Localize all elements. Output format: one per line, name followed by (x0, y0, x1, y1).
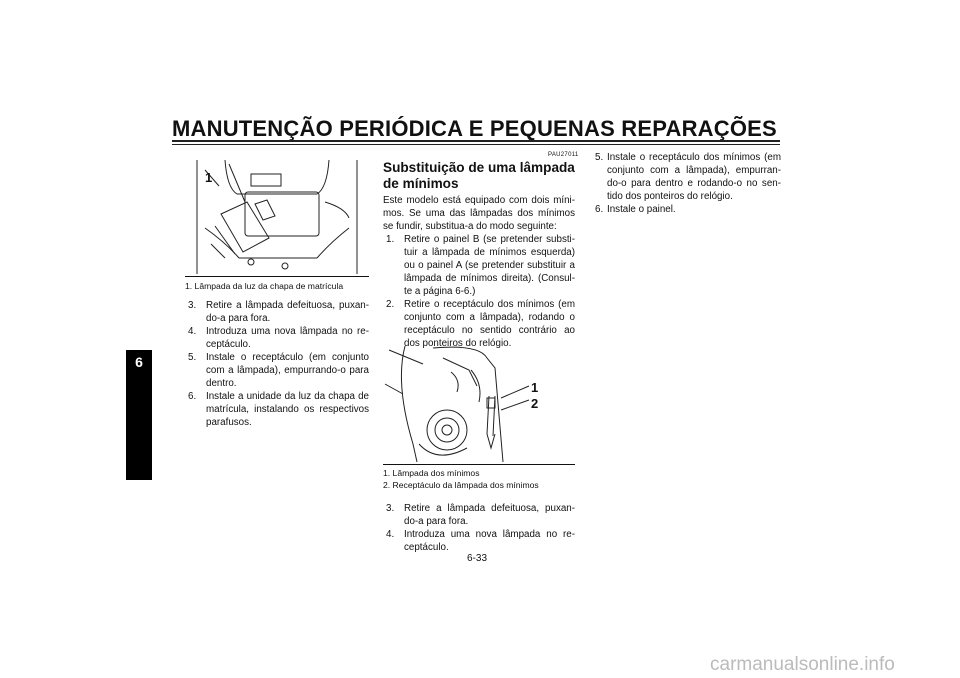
license-plate-light-illustration (185, 158, 369, 276)
intro-paragraph: Este modelo está equipado com dois míni-mos. Se uma das lâmpadas dos mínimos se fundir, substitua-a do modo seguinte: (383, 195, 575, 232)
step-number: 1. (386, 234, 395, 245)
list-item (383, 233, 575, 298)
list-item (383, 502, 575, 528)
step-text: Introduza uma nova lâmpada no re-ceptáculo. (206, 326, 369, 350)
step-text: Instale o receptáculo (em conjunto com a lâmpada), empurrando-o para dentro. (206, 352, 369, 389)
step-text: Introduza uma nova lâmpada no re-ceptáculo. (404, 529, 575, 553)
step-text: Instale a unidade da luz da chapa de matrícula, instalando os respectivos parafusos. (206, 391, 369, 428)
list-item (185, 390, 369, 429)
list-item (185, 299, 369, 325)
figure-caption-1: 1. Lâmpada dos mínimos (383, 468, 480, 478)
page-number: 6-33 (467, 553, 488, 564)
step-text: Retire a lâmpada defeituosa, puxan-do-a para fora. (206, 300, 369, 324)
title-rule-thin (172, 144, 780, 145)
figure-callout-2: 2 (531, 396, 539, 411)
left-steps (185, 299, 369, 429)
step-text: Retire o painel B (se pretender substi-tuir a lâmpada de mínimos esquerda) ou o painel A (se pretender substituir a lâmpada de mínimos direita). (Consul-te a página 6-6.) (404, 234, 575, 297)
title-rule (172, 140, 780, 142)
step-number: 3. (386, 503, 395, 514)
list-item (185, 351, 369, 390)
step-text: Instale o receptáculo dos mínimos (em conjunto com a lâmpada), empurran-do-o para dentro e rodando-o no sen-tido dos ponteiros do relógio. (607, 152, 781, 202)
step-number: 3. (188, 300, 197, 311)
step-text: Instale o painel. (607, 204, 676, 215)
step-number: 4. (188, 326, 197, 337)
chapter-tab: 6 (126, 350, 152, 480)
middle-text (383, 194, 575, 350)
figure-callout-1: 1 (205, 170, 213, 185)
section-heading: Substituição de uma lâmpada de mínimos (383, 160, 575, 191)
figure-callout-1: 1 (531, 380, 539, 395)
list-item (383, 528, 575, 554)
step-text: Retire a lâmpada defeituosa, puxan-do-a para fora. (404, 503, 575, 527)
list-item (595, 203, 781, 216)
step-number: 4. (386, 529, 395, 540)
page-title: MANUTENÇÃO PERIÓDICA E PEQUENAS REPARAÇÕES (172, 116, 777, 141)
position-lamp-illustration (383, 344, 575, 464)
step-number: 6. (188, 391, 197, 402)
step-number: 2. (386, 299, 395, 310)
license-plate-light-figure (185, 158, 369, 277)
position-lamp-figure (383, 344, 575, 465)
step-text: Retire o receptáculo dos mínimos (em conjunto com a lâmpada), rodando o receptáculo no sentido contrário ao dos ponteiros do relógio. (404, 299, 575, 349)
step-number: 6. (595, 204, 604, 215)
list-item (383, 298, 575, 350)
middle-steps-continued (383, 502, 575, 554)
step-number: 5. (188, 352, 197, 363)
list-item (185, 325, 369, 351)
figure-caption-2: 2. Receptáculo da lâmpada dos mínimos (383, 480, 539, 490)
step-number: 5. (595, 152, 604, 163)
list-item (595, 151, 781, 203)
section-code: PAU27011 (548, 152, 579, 158)
footer-watermark: carmanualsonline.info (710, 654, 895, 675)
right-steps (595, 151, 781, 216)
figure-caption: 1. Lâmpada da luz da chapa de matrícula (185, 281, 344, 291)
